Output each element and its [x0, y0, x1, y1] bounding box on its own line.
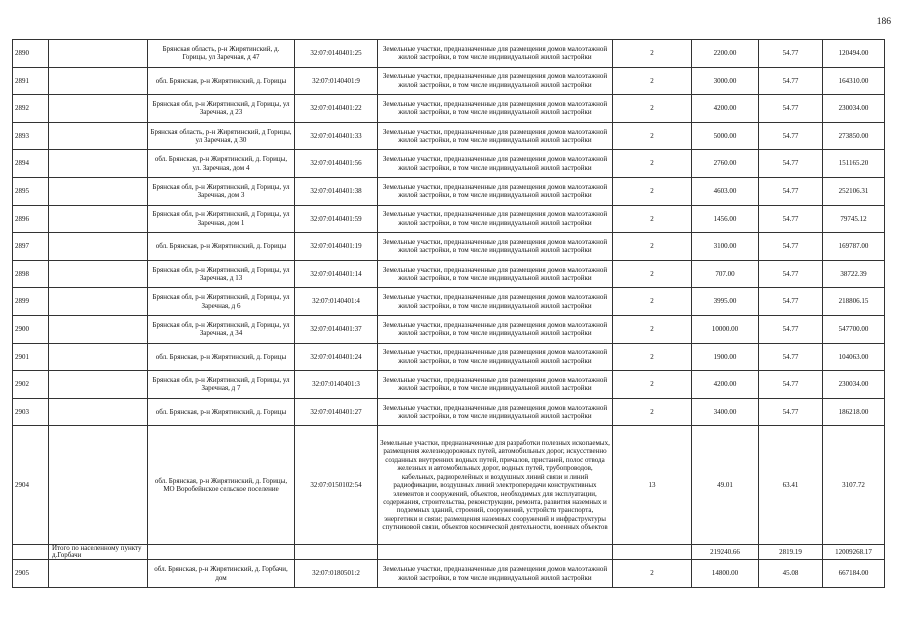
land-use-cell: Земельные участки, предназначенные для размещения домов малоэтажной жилой застройки, в том числе индивидуальной жилой застройки — [378, 205, 613, 233]
unit-value-cell: 54.77 — [759, 315, 823, 343]
land-use-cell: Земельные участки, предназначенные для размещения домов малоэтажной жилой застройки, в том числе индивидуальной жилой застройки — [378, 560, 613, 588]
cadastral-number-cell: 32:07:0140401:33 — [295, 122, 378, 150]
row-number-cell: 2893 — [13, 122, 49, 150]
row-number-cell: 2902 — [13, 371, 49, 399]
cadastral-value-table — [12, 39, 885, 588]
empty-cell — [49, 560, 148, 588]
unit-value-cell: 54.77 — [759, 122, 823, 150]
unit-value-cell: 54.77 — [759, 371, 823, 399]
area-cell: 49.01 — [692, 426, 759, 545]
row-number-cell: 2900 — [13, 315, 49, 343]
area-cell: 5000.00 — [692, 122, 759, 150]
empty-cell — [49, 205, 148, 233]
cadastral-number-cell: 32:07:0180501:2 — [295, 560, 378, 588]
total-unit-value: 2819.19 — [759, 545, 823, 560]
row-number-cell: 2890 — [13, 40, 49, 68]
cadastral-value-cell: 273850.00 — [823, 122, 885, 150]
empty-cell — [49, 371, 148, 399]
empty-cell — [49, 177, 148, 205]
unit-value-cell: 63.41 — [759, 426, 823, 545]
land-group-cell: 2 — [613, 233, 692, 261]
unit-value-cell: 54.77 — [759, 205, 823, 233]
address-cell: обл. Брянская, р-н Жирятинский, д. Горицы — [148, 233, 295, 261]
empty-cell — [49, 233, 148, 261]
row-number-cell: 2891 — [13, 67, 49, 95]
area-cell: 707.00 — [692, 260, 759, 288]
area-cell: 14800.00 — [692, 560, 759, 588]
land-group-cell: 2 — [613, 398, 692, 426]
unit-value-cell: 54.77 — [759, 233, 823, 261]
empty-cell — [148, 545, 295, 560]
empty-cell — [49, 150, 148, 178]
address-cell: Брянская обл, р-н Жирятинский, д Горицы, ул Заречная, д 7 — [148, 371, 295, 399]
land-use-cell: Земельные участки, предназначенные для размещения домов малоэтажной жилой застройки, в том числе индивидуальной жилой застройки — [378, 233, 613, 261]
table-row — [13, 371, 885, 399]
total-row — [13, 545, 885, 560]
total-cadastral-value: 12009268.17 — [823, 545, 885, 560]
land-use-cell: Земельные участки, предназначенные для размещения домов малоэтажной жилой застройки, в том числе индивидуальной жилой застройки — [378, 343, 613, 371]
address-cell: обл. Брянская, р-н Жирятинский, д. Горицы — [148, 67, 295, 95]
cadastral-value-cell: 164310.00 — [823, 67, 885, 95]
table-row — [13, 343, 885, 371]
empty-cell — [13, 545, 49, 560]
table-body — [13, 40, 885, 588]
unit-value-cell: 45.08 — [759, 560, 823, 588]
row-number-cell: 2892 — [13, 95, 49, 123]
address-cell: Брянская обл, р-н Жирятинский, д Горицы, ул Заречная, д 6 — [148, 288, 295, 316]
land-use-cell: Земельные участки, предназначенные для размещения домов малоэтажной жилой застройки, в том числе индивидуальной жилой застройки — [378, 95, 613, 123]
table-row — [13, 67, 885, 95]
cadastral-value-cell: 547700.00 — [823, 315, 885, 343]
cadastral-value-cell: 151165.20 — [823, 150, 885, 178]
empty-cell — [49, 315, 148, 343]
table-row — [13, 398, 885, 426]
land-use-cell: Земельные участки, предназначенные для размещения домов малоэтажной жилой застройки, в том числе индивидуальной жилой застройки — [378, 122, 613, 150]
empty-cell — [49, 40, 148, 68]
cadastral-value-cell: 79745.12 — [823, 205, 885, 233]
cadastral-number-cell: 32:07:0140401:19 — [295, 233, 378, 261]
table-row — [13, 95, 885, 123]
address-cell: Брянская обл, р-н Жирятинский, д Горицы, ул Заречная, д 13 — [148, 260, 295, 288]
cadastral-value-cell: 169787.00 — [823, 233, 885, 261]
land-group-cell: 2 — [613, 150, 692, 178]
table-row — [13, 122, 885, 150]
land-use-cell: Земельные участки, предназначенные для размещения домов малоэтажной жилой застройки, в том числе индивидуальной жилой застройки — [378, 177, 613, 205]
land-use-cell: Земельные участки, предназначенные для размещения домов малоэтажной жилой застройки, в том числе индивидуальной жилой застройки — [378, 40, 613, 68]
address-cell: Брянская обл, р-н Жирятинский, д Горицы, ул Заречная, д 34 — [148, 315, 295, 343]
land-use-cell: Земельные участки, предназначенные для размещения домов малоэтажной жилой застройки, в том числе индивидуальной жилой застройки — [378, 315, 613, 343]
cadastral-value-cell: 230034.00 — [823, 95, 885, 123]
area-cell: 4200.00 — [692, 371, 759, 399]
cadastral-number-cell: 32:07:0140401:59 — [295, 205, 378, 233]
cadastral-value-cell: 252106.31 — [823, 177, 885, 205]
table-row — [13, 205, 885, 233]
cadastral-number-cell: 32:07:0140401:24 — [295, 343, 378, 371]
cadastral-number-cell: 32:07:0140401:22 — [295, 95, 378, 123]
row-number-cell: 2905 — [13, 560, 49, 588]
empty-cell — [49, 288, 148, 316]
empty-cell — [49, 95, 148, 123]
land-group-cell: 2 — [613, 177, 692, 205]
unit-value-cell: 54.77 — [759, 398, 823, 426]
cadastral-value-cell: 186218.00 — [823, 398, 885, 426]
cadastral-number-cell: 32:07:0140401:37 — [295, 315, 378, 343]
cadastral-number-cell: 32:07:0140401:38 — [295, 177, 378, 205]
row-number-cell: 2899 — [13, 288, 49, 316]
unit-value-cell: 54.77 — [759, 67, 823, 95]
land-group-cell: 2 — [613, 315, 692, 343]
area-cell: 10000.00 — [692, 315, 759, 343]
table-row — [13, 260, 885, 288]
area-cell: 3400.00 — [692, 398, 759, 426]
area-cell: 4200.00 — [692, 95, 759, 123]
unit-value-cell: 54.77 — [759, 343, 823, 371]
row-number-cell: 2903 — [13, 398, 49, 426]
land-group-cell: 2 — [613, 205, 692, 233]
area-cell: 1900.00 — [692, 343, 759, 371]
land-use-cell: Земельные участки, предназначенные для размещения домов малоэтажной жилой застройки, в том числе индивидуальной жилой застройки — [378, 398, 613, 426]
cadastral-value-cell: 230034.00 — [823, 371, 885, 399]
address-cell: Брянская обл, р-н Жирятинский, д Горицы, ул Заречная, д 23 — [148, 95, 295, 123]
row-number-cell: 2897 — [13, 233, 49, 261]
empty-cell — [49, 343, 148, 371]
address-cell: Брянская область, р-н Жирятинский, д Горицы, ул Заречная, д 30 — [148, 122, 295, 150]
unit-value-cell: 54.77 — [759, 260, 823, 288]
land-use-cell: Земельные участки, предназначенные для размещения домов малоэтажной жилой застройки, в том числе индивидуальной жилой застройки — [378, 371, 613, 399]
area-cell: 3995.00 — [692, 288, 759, 316]
cadastral-number-cell: 32:07:0140401:4 — [295, 288, 378, 316]
table-row — [13, 233, 885, 261]
address-cell: Брянская область, р-н Жирятинский, д. Горицы, ул Заречная, д 47 — [148, 40, 295, 68]
unit-value-cell: 54.77 — [759, 40, 823, 68]
table-row — [13, 40, 885, 68]
cadastral-number-cell: 32:07:0140401:27 — [295, 398, 378, 426]
cadastral-value-cell: 38722.39 — [823, 260, 885, 288]
address-cell: обл. Брянская, р-н Жирятинский, д. Горицы — [148, 343, 295, 371]
cadastral-value-cell: 667184.00 — [823, 560, 885, 588]
empty-cell — [49, 426, 148, 545]
land-use-cell: Земельные участки, предназначенные для размещения домов малоэтажной жилой застройки, в том числе индивидуальной жилой застройки — [378, 150, 613, 178]
cadastral-value-cell: 3107.72 — [823, 426, 885, 545]
land-group-cell: 2 — [613, 122, 692, 150]
address-cell: Брянская обл, р-н Жирятинский, д Горицы, ул Заречная, дом 1 — [148, 205, 295, 233]
row-number-cell: 2901 — [13, 343, 49, 371]
total-label: Итого по населенному пункту д.Горбачи — [49, 545, 148, 560]
empty-cell — [49, 67, 148, 95]
land-use-cell: Земельные участки, предназначенные для размещения домов малоэтажной жилой застройки, в том числе индивидуальной жилой застройки — [378, 260, 613, 288]
area-cell: 1456.00 — [692, 205, 759, 233]
empty-cell — [378, 545, 613, 560]
land-group-cell: 2 — [613, 343, 692, 371]
row-number-cell: 2896 — [13, 205, 49, 233]
address-cell: обл. Брянская, р-н Жирятинский, д. Горицы — [148, 398, 295, 426]
area-cell: 4603.00 — [692, 177, 759, 205]
cadastral-value-cell: 104063.00 — [823, 343, 885, 371]
land-group-cell: 13 — [613, 426, 692, 545]
land-use-cell: Земельные участки, предназначенные для размещения домов малоэтажной жилой застройки, в том числе индивидуальной жилой застройки — [378, 288, 613, 316]
address-cell: обл. Брянская, р-н Жирятинский, д. Горицы, ул. Заречная, дом 4 — [148, 150, 295, 178]
land-group-cell: 2 — [613, 288, 692, 316]
cadastral-value-cell: 120494.00 — [823, 40, 885, 68]
table-row — [13, 288, 885, 316]
cadastral-number-cell: 32:07:0140401:56 — [295, 150, 378, 178]
table-row — [13, 426, 885, 545]
land-group-cell: 2 — [613, 560, 692, 588]
cadastral-number-cell: 32:07:0140401:9 — [295, 67, 378, 95]
unit-value-cell: 54.77 — [759, 177, 823, 205]
empty-cell — [49, 398, 148, 426]
area-cell: 2760.00 — [692, 150, 759, 178]
row-number-cell: 2904 — [13, 426, 49, 545]
unit-value-cell: 54.77 — [759, 95, 823, 123]
area-cell: 2200.00 — [692, 40, 759, 68]
land-group-cell: 2 — [613, 260, 692, 288]
row-number-cell: 2895 — [13, 177, 49, 205]
table-row — [13, 315, 885, 343]
area-cell: 3000.00 — [692, 67, 759, 95]
cadastral-number-cell: 32:07:0140401:3 — [295, 371, 378, 399]
empty-cell — [49, 260, 148, 288]
land-group-cell: 2 — [613, 371, 692, 399]
empty-cell — [295, 545, 378, 560]
land-group-cell: 2 — [613, 40, 692, 68]
row-number-cell: 2898 — [13, 260, 49, 288]
row-number-cell: 2894 — [13, 150, 49, 178]
land-use-cell: Земельные участки, предназначенные для размещения домов малоэтажной жилой застройки, в том числе индивидуальной жилой застройки — [378, 67, 613, 95]
table-row — [13, 177, 885, 205]
address-cell: обл. Брянская, р-н Жирятинский, д. Горицы, МО Воробейнское сельское поселение — [148, 426, 295, 545]
cadastral-number-cell: 32:07:0150102:54 — [295, 426, 378, 545]
cadastral-value-cell: 218806.15 — [823, 288, 885, 316]
table-row — [13, 560, 885, 588]
land-group-cell: 2 — [613, 67, 692, 95]
page-number: 186 — [876, 17, 891, 27]
land-use-cell: Земельные участки, предназначенные для разработки полезных ископаемых, размещения железнодорожных путей, автомобильных дорог, искусственно созданных внутренних водных путей, причалов, пристаней, полос отвода железных и автомобильных дорог, водных путей, трубопроводов, кабельных, радиорелейных и воздушных линий связи и линий радиофикации, воздушных линий электропередачи конструктивных элементов и сооружений, объектов, необходимых для эксплуатации, содержания, строительства, реконструкции, ремонта, развития наземных и подземных зданий, строений, сооружений, устройств транспорта, энергетики и связи; размещения наземных сооружений и инфраструктуры спутниковой связи, объектов космической деятельности, военных объектов — [378, 426, 613, 545]
empty-cell — [49, 122, 148, 150]
area-cell: 3100.00 — [692, 233, 759, 261]
address-cell: Брянская обл, р-н Жирятинский, д Горицы, ул Заречная, дом 3 — [148, 177, 295, 205]
cadastral-number-cell: 32:07:0140401:25 — [295, 40, 378, 68]
address-cell: обл. Брянская, р-н Жирятинский, д. Горбачи, дом — [148, 560, 295, 588]
land-group-cell: 2 — [613, 95, 692, 123]
empty-cell — [613, 545, 692, 560]
table-row — [13, 150, 885, 178]
cadastral-number-cell: 32:07:0140401:14 — [295, 260, 378, 288]
total-area: 219240.66 — [692, 545, 759, 560]
unit-value-cell: 54.77 — [759, 150, 823, 178]
unit-value-cell: 54.77 — [759, 288, 823, 316]
